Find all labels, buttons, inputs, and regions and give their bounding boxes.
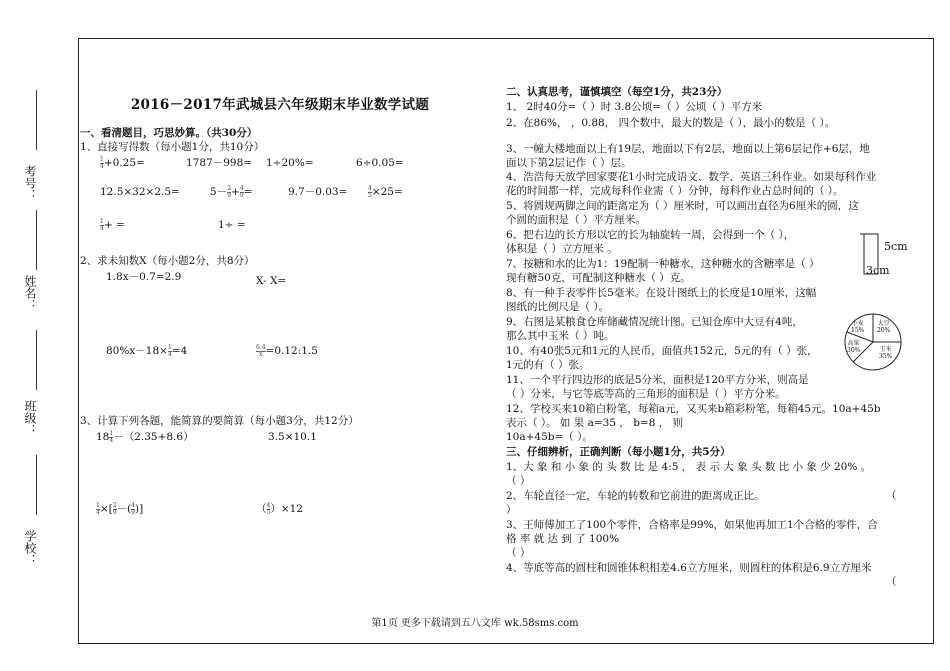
fill-q9-line2: 那么其中玉米（ ）吨。 — [506, 330, 615, 342]
fill-q6-line2: 体积是（ ）立方厘米 。 — [506, 243, 618, 255]
fraction: $\frac{4}{9}$ — [131, 501, 135, 516]
pie-label-xiaomai: 小麦 15% — [851, 320, 865, 334]
fill-q4-line2: 花的时间都一样，完成每科作业需（ ）分钟，每科作业占总时间的（ ）。 — [506, 185, 844, 197]
q3-item: 18 $\frac{1}{4}$ －（2.35+8.6） — [96, 429, 194, 444]
fraction: $\frac{2}{9}$ — [112, 501, 117, 516]
q3-heading: 3、计算下列各题，能简算的要简算（每小题3分，共12分） — [80, 415, 359, 427]
fraction: $\frac{6.4}{x}$ — [256, 343, 266, 358]
rect-label-width: 3cm — [866, 264, 890, 277]
q1-item: 6÷0.05= — [356, 157, 404, 169]
fill-q3-line2: 面以下第2层记作（ ）层。 — [506, 157, 632, 169]
binding-label-kaohao: 考号： — [23, 165, 37, 201]
q1-item: 9.7－0.03= — [288, 186, 348, 198]
binding-line — [36, 330, 37, 390]
q1-item: 5－ $\frac{2}{9}$ + $\frac{4}{9}$ = — [210, 184, 253, 199]
q3-item: （ $\frac{4}{5}$ ）×12 — [256, 501, 303, 516]
fraction: $\frac{1}{4}$ — [109, 429, 114, 444]
rect-label-length: 5cm — [884, 240, 908, 253]
judge-q2-line1: 2、车轮直径一定，车轮的转数和它前进的距离成正比。 — [506, 490, 765, 502]
section-1-heading: 一、看清题目，巧思妙算。（共30分） — [80, 127, 258, 139]
fill-q11-line1: 11、一个平行四边形的底是5分米，面积是120平方分米，则高是 — [506, 374, 809, 386]
binding-label-xingming: 姓名： — [23, 275, 37, 311]
pie-label-yumi: 玉米 35% — [879, 346, 893, 360]
q1-item: 1÷20%= — [266, 157, 314, 169]
q2-item: X- X= — [256, 275, 287, 287]
pie-label-dadou: 大豆 20% — [877, 320, 891, 334]
binding-label-banji: 班级： — [23, 400, 37, 436]
fill-q5-line1: 5、将圆规两脚之间的距离定为（ ）厘米时，可以画出直径为6厘米的圆，这 — [506, 200, 859, 212]
judge-q4-paren: （ — [886, 576, 897, 588]
q2-heading: 2、求未知数X（每小题2分，共8分） — [80, 255, 255, 267]
fill-q7-line1: 7、按糖和水的比为1：19配制一种糖水，这种糖水的含糖率是（ ） — [506, 258, 820, 270]
q1-heading: 1、直接写得数（每小题1分，共10分） — [80, 141, 265, 153]
fill-q5-line2: 个圆的面积是（ ）平方厘米。 — [506, 214, 646, 226]
fill-q1: 1、 2时40分=（ ）时 3.8公顷=（ ）公顷（ ）平方米 — [506, 101, 763, 113]
judge-q1-line1: 1、大 象 和 小 象 的 头 数 比 是 4:5 ， 表 示 大 象 头 数 比 小 象 少 20% 。 — [506, 461, 872, 473]
fill-q12-line1: 12、学校买来10箱白粉笔，每箱a元，又买来b箱彩粉笔，每箱45元。10a+45b — [506, 403, 881, 415]
q1-item: $\frac{4}{5}$ ×25= — [368, 184, 403, 199]
fraction: $\frac{4}{5}$ — [266, 501, 271, 516]
q2-item: $\frac{6.4}{x}$ =0.12:1.5 — [256, 343, 318, 358]
binding-label-xuexiao: 学校： — [23, 530, 37, 566]
fill-q4-line1: 4、浩浩每天放学回家要花1小时完成语文、数学、英语三科作业。如果每科作业 — [506, 171, 877, 183]
fill-q10-line1: 10、有40张5元和1元的人民币，面值共152元，5元的有（ ）张， — [506, 345, 818, 357]
fraction: $\frac{1}{4}$ — [100, 155, 104, 170]
fraction: $\frac{1}{4}$ — [96, 501, 100, 516]
fill-q8-line2: 图纸的比例尺是（ ）。 — [506, 301, 610, 313]
fraction: $\frac{1}{4}$ — [167, 343, 172, 358]
binding-line — [36, 455, 37, 515]
judge-q3-line2: 格 率 就 达 到 了 100% — [506, 533, 620, 545]
section-3-heading: 三、仔细辨析，正确判断（每小题1分，共5分） — [506, 446, 731, 458]
judge-q2-line2: ） — [506, 504, 517, 516]
q3-item: $\frac{1}{4}$ ×[ $\frac{2}{9}$ －( $\frac{4}{9}$ )] — [96, 501, 144, 516]
q1-item: 12.5×32×2.5= — [100, 186, 180, 198]
q1-item: $\frac{1}{4}$ + = — [100, 217, 125, 232]
binding-line — [36, 210, 37, 270]
fill-q8-line1: 8、有一种手表零件长5毫米。在设计图纸上的长度是10厘米，这幅 — [506, 287, 817, 299]
q3-item: 3.5×10.1 — [268, 431, 317, 443]
judge-q3-line1: 3、王师傅加工了100个零件，合格率是99%，如果他再加工1个合格的零件，合 — [506, 519, 878, 531]
q1-item: $\frac{1}{4}$ +0.25= — [100, 155, 145, 170]
fraction: $\frac{1}{4}$ — [100, 217, 104, 232]
binding-line — [36, 90, 37, 150]
rectangle-diagram — [858, 232, 918, 282]
fraction: $\frac{2}{9}$ — [227, 184, 232, 199]
fill-q12-line3: 10a+45b=（ ）。 — [506, 431, 593, 443]
pie-label-gaoliang: 高粱 30% — [847, 340, 861, 354]
fill-q11-line2: （ ）分米，与它等底等高的三角形的面积是（ ）平方分米。 — [506, 388, 786, 400]
judge-q2-paren: （ — [886, 490, 897, 502]
judge-q4-line1: 4、等底等高的圆柱和圆锥体积相差4.6立方厘米，则圆柱的体积是6.9立方厘米 — [506, 562, 872, 574]
fill-q10-line2: 1元的有（ ）张。 — [506, 359, 590, 371]
fraction: $\frac{4}{9}$ — [239, 184, 244, 199]
exam-title: 2016－2017年武城县六年级期末毕业数学试题 — [130, 97, 430, 113]
fill-q12-line2: 表示（ ）。 如 果 a=35 ， b=8 ， 则 — [506, 417, 684, 429]
page-footer: 第1页 更多下载请到五八文库 wk.58sms.com — [371, 618, 579, 629]
q2-item: 80%x－18× $\frac{1}{4}$ =4 — [106, 343, 188, 358]
q2-item: 1.8x－0.7=2.9 — [106, 271, 182, 283]
q1-item: 1÷ = — [218, 219, 246, 231]
judge-q3-line3: （ ） — [506, 547, 531, 559]
fraction: $\frac{4}{5}$ — [368, 184, 372, 199]
fill-q2: 2、在86%， ，0.88， 四个数中，最大的数是（ ），最小的数是（ ）。 — [506, 117, 836, 129]
q1-item: 1787－998= — [186, 157, 253, 169]
judge-q1-line2: （ ） — [506, 475, 531, 487]
fill-q6-line1: 6、把右边的长方形以它的长为轴旋转一周，会得到一个（ ）， — [506, 229, 795, 241]
fill-q7-line2: 现有糖50克，可配制这种糖水（ ）克。 — [506, 272, 691, 284]
binding-strip — [0, 0, 70, 671]
section-2-heading: 二、认真思考，谨慎填空（每空1分，共23分） — [506, 86, 728, 98]
grain-pie-chart — [843, 312, 903, 372]
fill-q9-line1: 9、右图是某粮食仓库储藏情况统计图。已知仓库中大豆有4吨， — [506, 316, 803, 328]
fill-q3-line1: 3、一幢大楼地面以上有19层，地面以下有2层，地面以上第6层记作+6层，地 — [506, 143, 870, 155]
